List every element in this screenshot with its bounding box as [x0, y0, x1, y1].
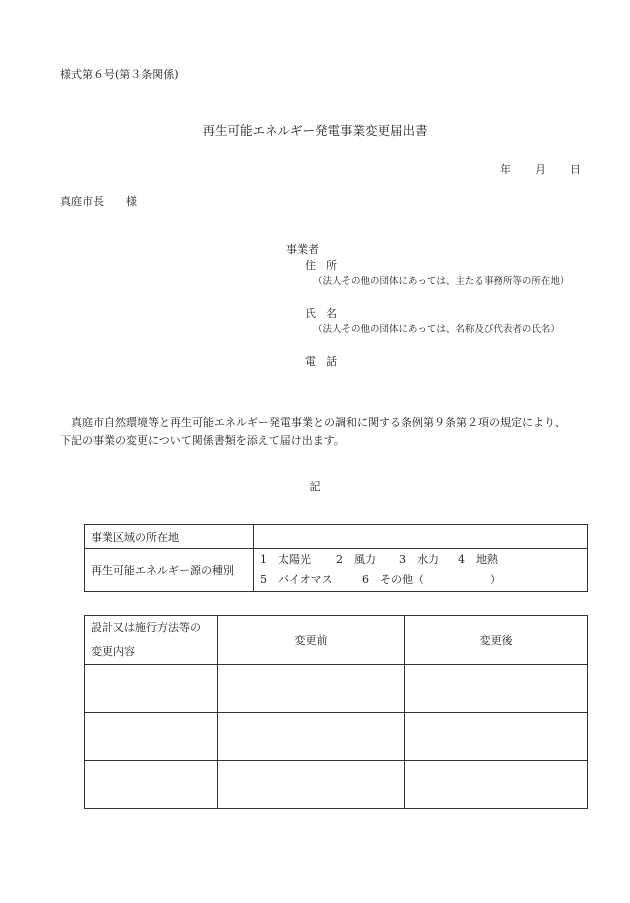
- address-note: （法人その他の団体にあっては、主たる事務所等の所在地）: [313, 276, 570, 287]
- change-table: [84, 615, 588, 809]
- location-value[interactable]: [254, 525, 588, 549]
- date-month: 月: [535, 163, 546, 176]
- document-title: 再生可能エネルギー発電事業変更届出書: [202, 123, 428, 138]
- date-day: 日: [570, 163, 581, 176]
- table-cell[interactable]: [217, 713, 405, 761]
- name-note: （法人その他の団体にあっては、名称及び代表者の氏名）: [313, 324, 560, 335]
- option-geothermal[interactable]: 4 地熱: [458, 553, 498, 566]
- record-mark: 記: [309, 480, 321, 493]
- addressee: 真庭市長 様: [60, 195, 137, 208]
- body-line-1: 真庭市自然環境等と再生可能エネルギー発電事業との調和に関する条例第９条第２項の規定により、: [60, 416, 566, 429]
- table-cell[interactable]: [405, 713, 588, 761]
- option-hydro[interactable]: 3 水力: [399, 553, 439, 566]
- name-label: 氏名: [305, 307, 347, 320]
- date-year: 年: [500, 163, 511, 176]
- date-line: [500, 161, 581, 177]
- form-number: 様式第６号(第３条関係): [60, 68, 179, 81]
- option-solar[interactable]: 1 太陽光: [260, 553, 311, 566]
- table-cell[interactable]: [405, 665, 588, 713]
- option-other-close: ）: [490, 573, 501, 586]
- table-cell[interactable]: [85, 665, 218, 713]
- location-label: 事業区域の所在地: [85, 525, 254, 549]
- before-change-header: 変更前: [217, 616, 405, 665]
- address-label: 住所: [305, 259, 347, 272]
- table-cell[interactable]: [217, 665, 405, 713]
- table-cell[interactable]: [405, 761, 588, 809]
- change-content-header-line-2: 変更内容: [91, 645, 135, 658]
- table-cell[interactable]: [85, 761, 218, 809]
- option-wind[interactable]: 2 風力: [336, 553, 376, 566]
- after-change-header: 変更後: [405, 616, 588, 665]
- applicant-label: 事業者: [286, 243, 319, 256]
- phone-label: 電話: [305, 355, 347, 368]
- change-content-header-line-1: 設計又は施行方法等の: [91, 621, 201, 634]
- option-other[interactable]: 6 その他（: [362, 573, 424, 586]
- energy-type-label: 再生可能エネルギー源の種別: [85, 549, 254, 592]
- project-table: [84, 524, 588, 592]
- option-biomass[interactable]: 5 バイオマス: [260, 573, 333, 586]
- table-cell[interactable]: [85, 713, 218, 761]
- body-line-2: 下記の事業の変更について関係書類を添えて届け出ます。: [60, 434, 345, 447]
- table-cell[interactable]: [217, 761, 405, 809]
- change-content-header: [85, 616, 218, 665]
- energy-type-options[interactable]: [254, 549, 588, 592]
- body-text: [60, 414, 600, 450]
